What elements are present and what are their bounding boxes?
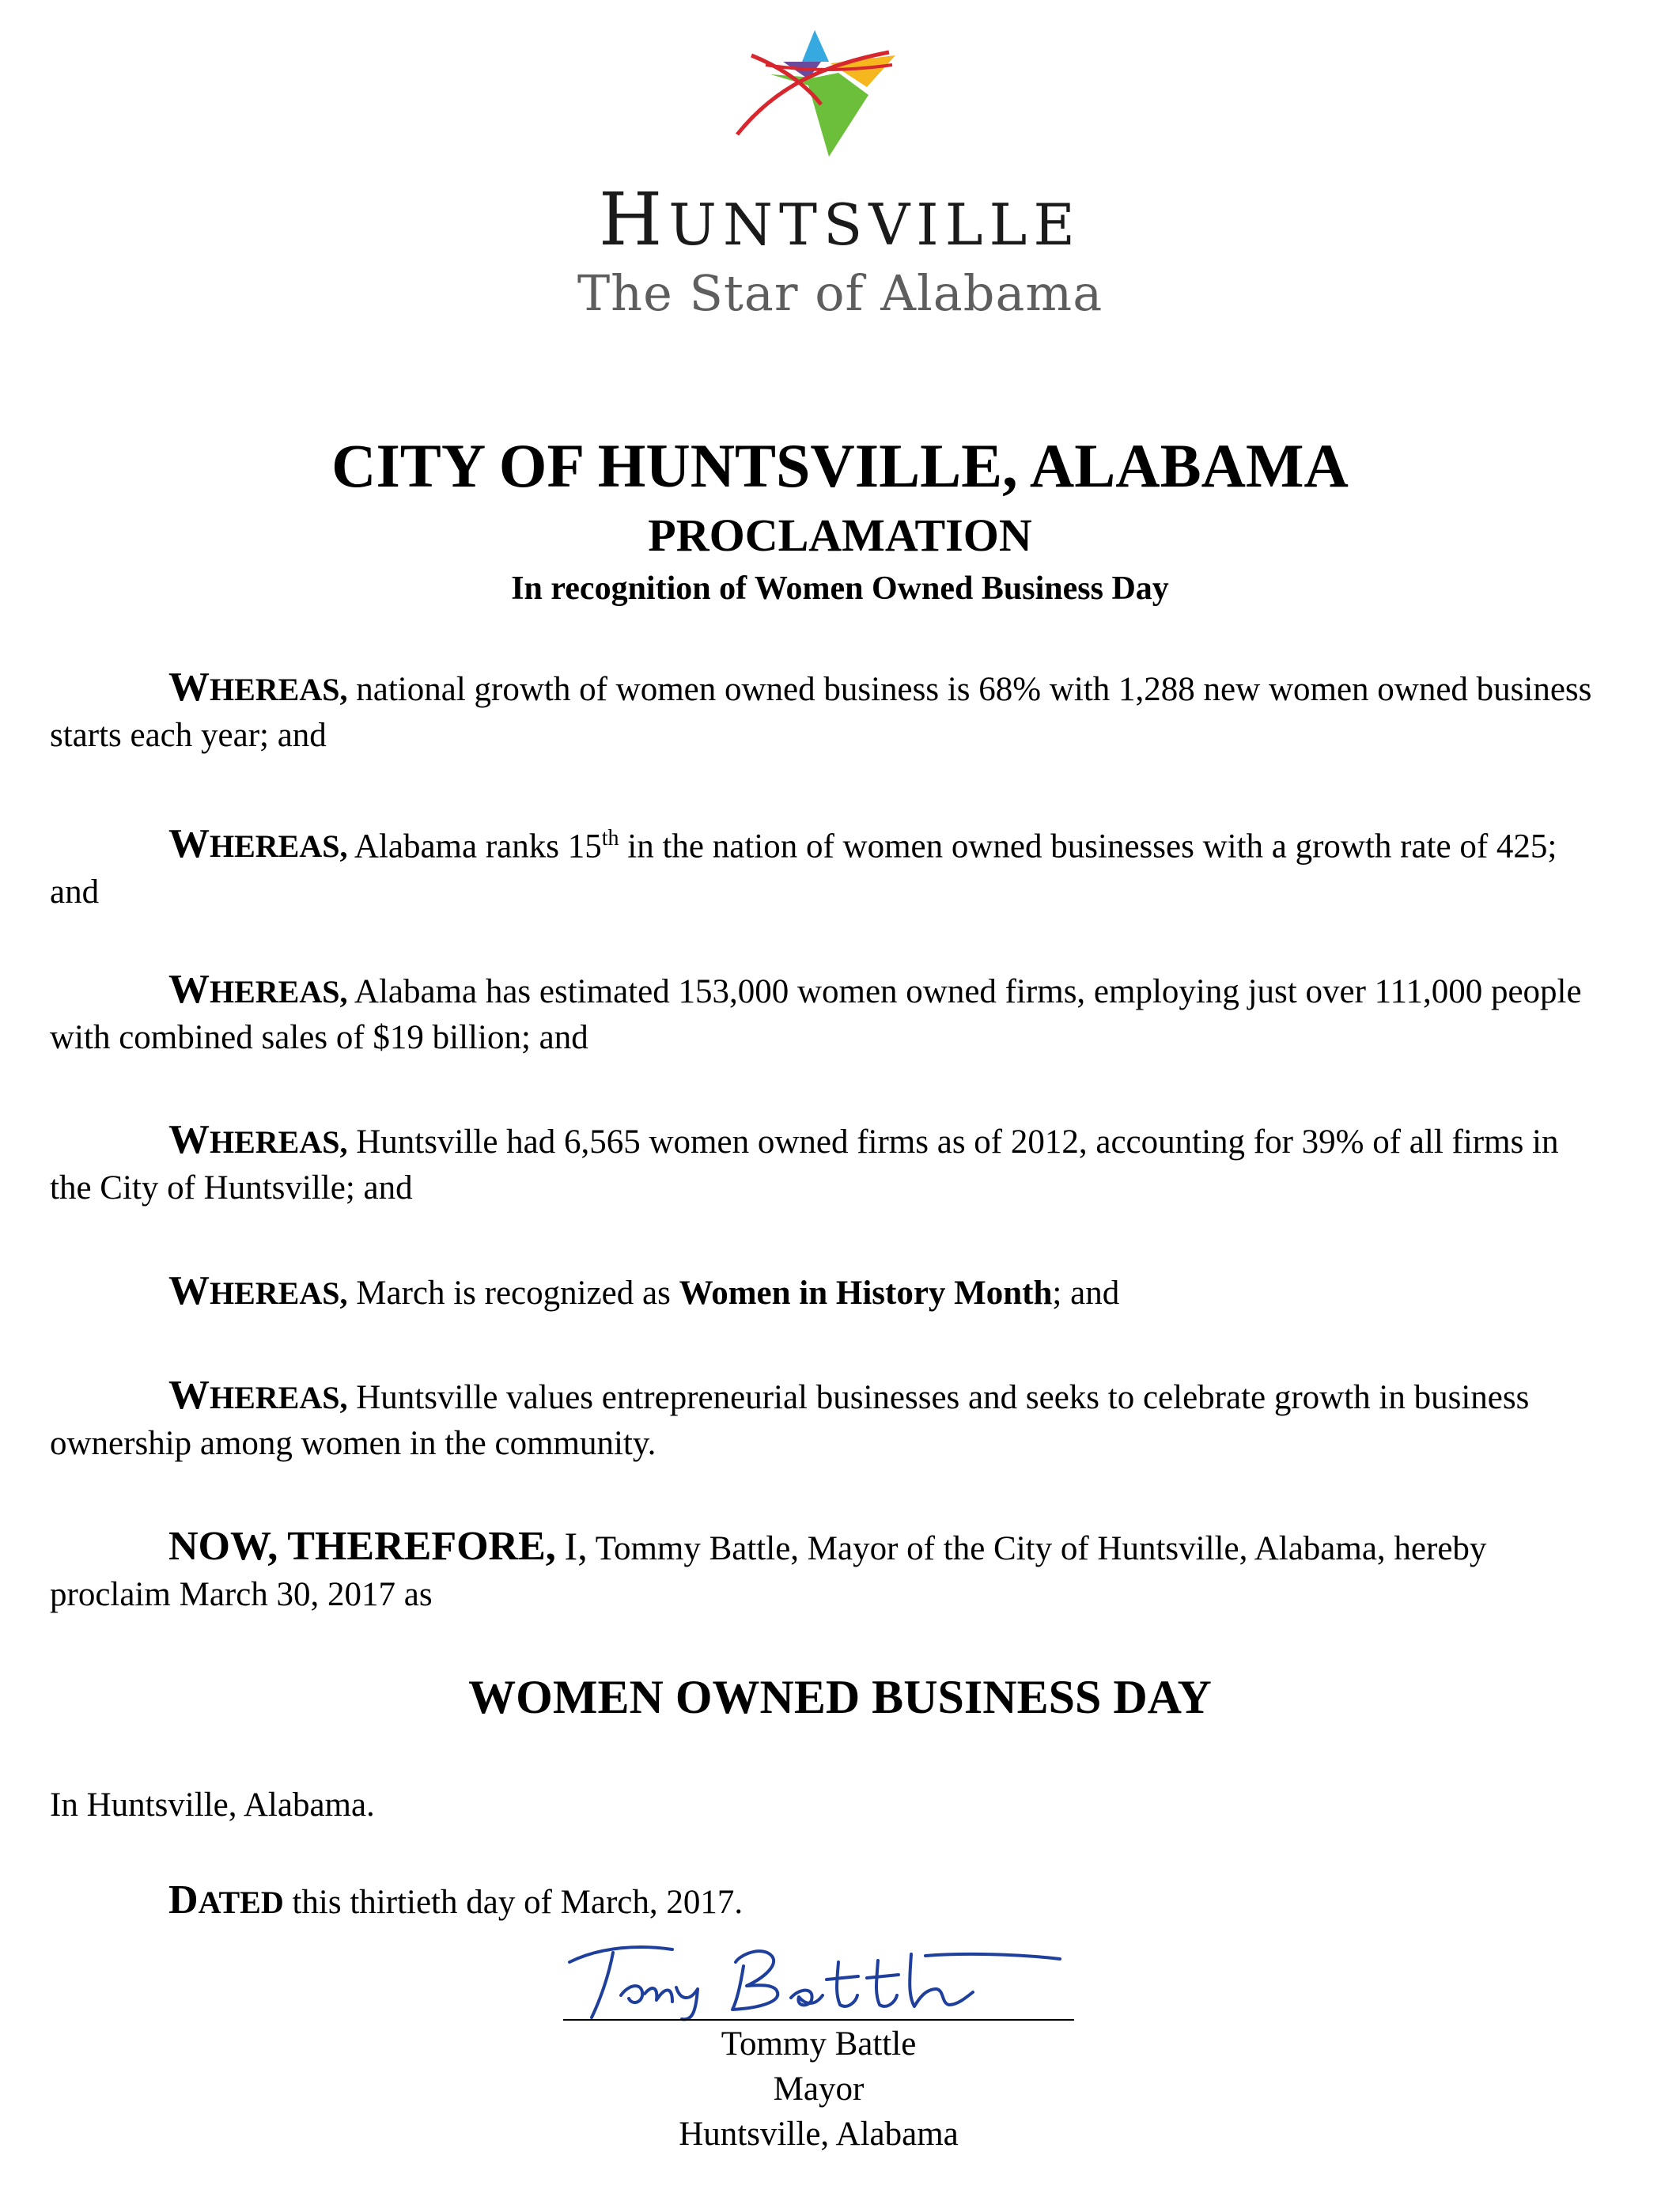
- logo-wordmark: HUNTSVILLE: [599, 177, 1081, 262]
- subtitle-heading: In recognition of Women Owned Business Day: [511, 570, 1169, 607]
- signer-title: Mayor: [773, 2070, 865, 2108]
- whereas-keyword: WHEREAS,: [168, 821, 348, 867]
- whereas-paragraph-5: [50, 1268, 1592, 1317]
- document-type-heading: PROCLAMATION: [648, 510, 1032, 561]
- city-heading: CITY OF HUNTSVILLE, ALABAMA: [331, 431, 1349, 500]
- dated-line: [168, 1877, 743, 1926]
- paragraph-text: ; and: [1052, 1275, 1120, 1312]
- whereas-keyword: WHEREAS,: [168, 1117, 348, 1162]
- whereas-keyword: WHEREAS,: [168, 1373, 348, 1418]
- whereas-paragraph-6: [50, 1373, 1592, 1467]
- paragraph-text: March is recognized as: [356, 1275, 671, 1312]
- now-therefore-keyword: NOW, THEREFORE,: [168, 1524, 556, 1569]
- mayor-signature-icon: [554, 1938, 1092, 2021]
- paragraph-text: Alabama ranks 15: [354, 828, 602, 866]
- declared-day-heading: WOMEN OWNED BUSINESS DAY: [468, 1671, 1212, 1723]
- dated-keyword: DATED: [168, 1877, 284, 1923]
- paragraph-text: Huntsville had 6,565 women owned firms as of 2012, accounting for 39% of all firms in the City of Huntsville; and: [50, 1123, 1559, 1207]
- whereas-paragraph-2: [50, 816, 1592, 915]
- whereas-paragraph-3: [50, 967, 1592, 1061]
- ordinal-superscript: th: [601, 826, 619, 851]
- whereas-keyword: WHEREAS,: [168, 665, 348, 710]
- whereas-paragraph-1: [50, 665, 1592, 759]
- women-history-month-text: Women in History Month: [679, 1275, 1053, 1312]
- paragraph-text: in the nation of women owned businesses with a growth rate of 425; and: [50, 828, 1557, 911]
- signer-location: Huntsville, Alabama: [679, 2116, 959, 2153]
- logo-tagline: The Star of Alabama: [577, 264, 1103, 322]
- paragraph-text: Alabama has estimated 153,000 women owned firms, employing just over 111,000 people with combined sales of $19 billion; and: [50, 973, 1582, 1056]
- signature-line: [563, 2019, 1074, 2021]
- paragraph-text: Tommy Battle, Mayor of the City of Huntsville, Alabama, hereby proclaim March 30, 2017 as: [50, 1530, 1487, 1613]
- paragraph-text: Huntsville values entrepreneurial businesses and seeks to celebrate growth in business ownership among women in the community.: [50, 1379, 1530, 1462]
- whereas-keyword: WHEREAS,: [168, 1268, 348, 1313]
- signer-name: Tommy Battle: [721, 2025, 917, 2063]
- dated-text: this thirtieth day of March, 2017.: [292, 1884, 744, 1921]
- whereas-keyword: WHEREAS,: [168, 967, 348, 1012]
- now-therefore-paragraph: [50, 1523, 1592, 1618]
- location-line: In Huntsville, Alabama.: [50, 1786, 375, 1824]
- pronoun-text: I,: [564, 1524, 588, 1568]
- huntsville-star-logo-icon: [720, 24, 910, 166]
- whereas-paragraph-4: [50, 1117, 1592, 1211]
- signature-block: [563, 2021, 1074, 2157]
- paragraph-text: national growth of women owned business is 68% with 1,288 new women owned business starts each year; and: [50, 671, 1592, 754]
